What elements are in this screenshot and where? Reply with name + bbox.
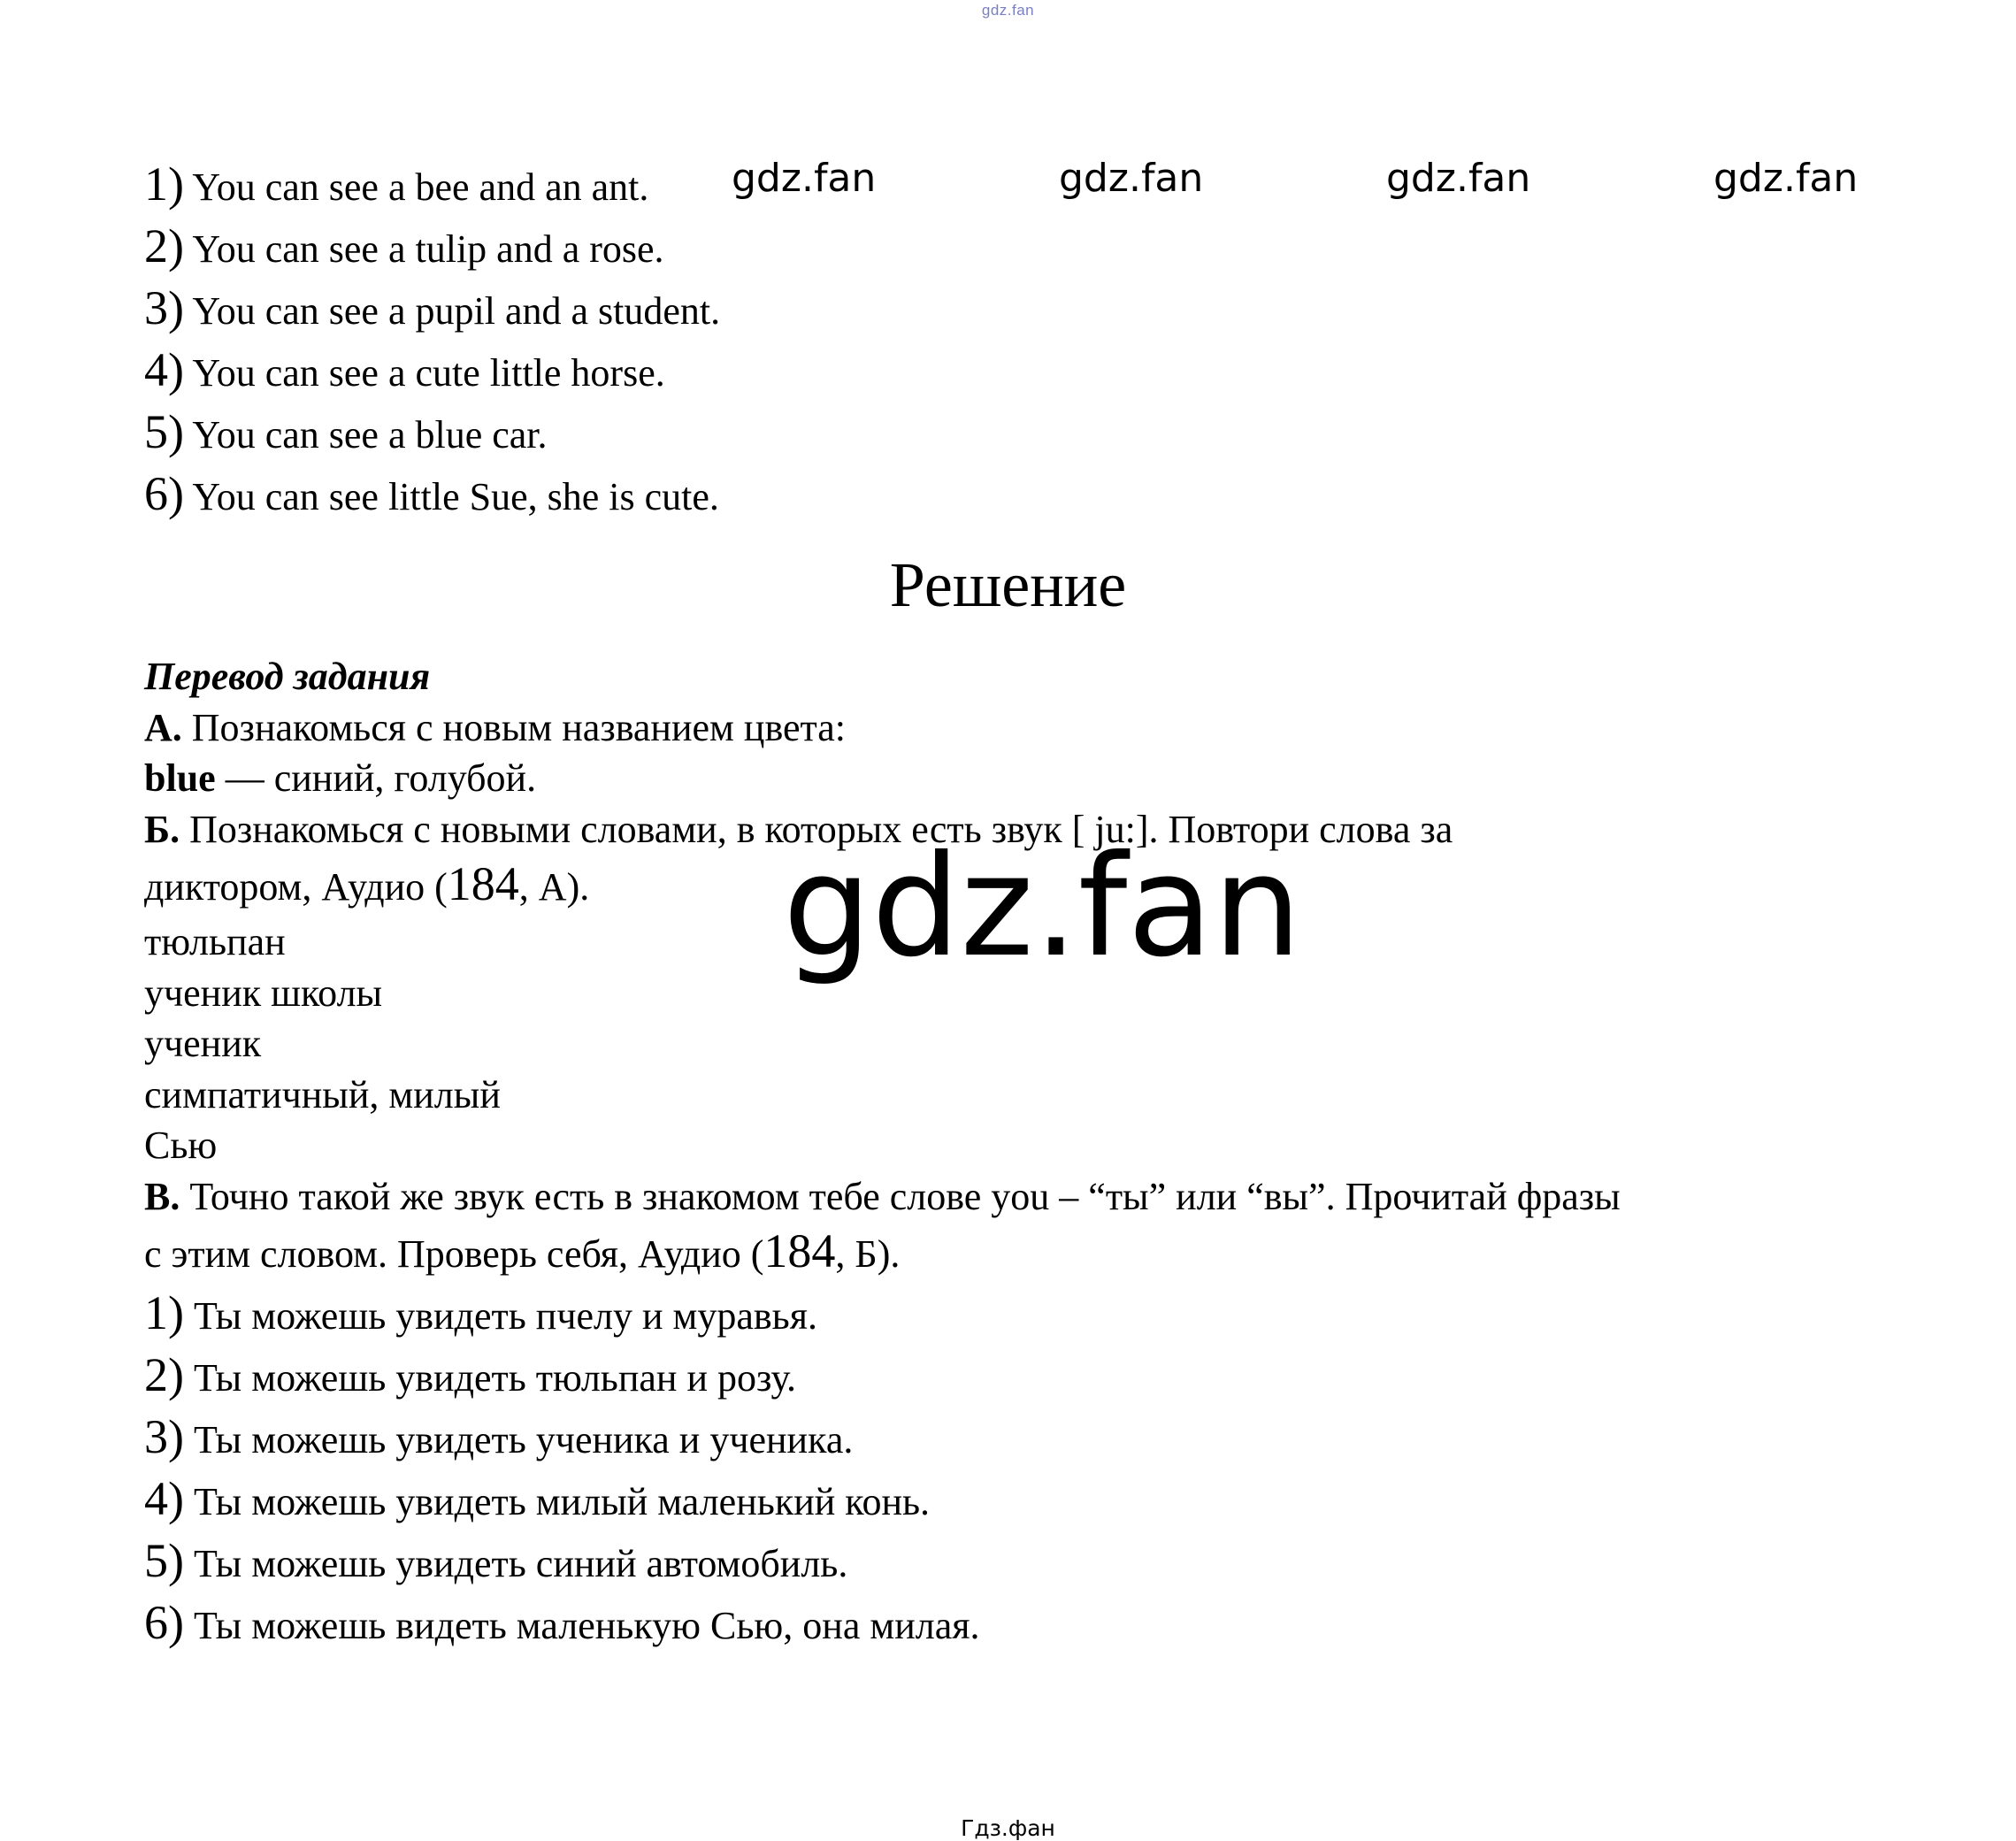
list-item: 5) Ты можешь увидеть синий автомобиль. <box>144 1534 848 1587</box>
list-item: 2) You can see a tulip and a rose. <box>144 219 664 272</box>
list-item: 6) Ты можешь видеть маленькую Сью, она милая. <box>144 1596 980 1649</box>
footer-watermark: Гдз.фан <box>961 1815 1055 1841</box>
paragraph-b-cont: диктором, Аудио (184, А). <box>144 857 590 910</box>
list-item: 5) You can see a blue car. <box>144 405 548 458</box>
paragraph-v-cont: с этим словом. Проверь себя, Аудио (184, Б). <box>144 1224 901 1277</box>
paragraph-a: А. Познакомься с новым названием цвета: <box>144 705 847 749</box>
word-item: ученик школы <box>144 970 383 1015</box>
word-item: симпатичный, милый <box>144 1072 501 1116</box>
list-item: 1) Ты можешь увидеть пчелу и муравья. <box>144 1286 817 1339</box>
list-item: 3) Ты можешь увидеть ученика и ученика. <box>144 1410 854 1463</box>
big-watermark: gdz.fan <box>783 825 1302 988</box>
section-heading: Решение <box>889 549 1127 620</box>
word-item: ученик <box>144 1022 262 1065</box>
watermark-row <box>0 156 2016 209</box>
translation-section <box>144 651 1913 1655</box>
paragraph-blue: blue — синий, голубой. <box>144 756 537 800</box>
english-sentence-list <box>144 155 1913 526</box>
list-item: 4) You can see a cute little horse. <box>144 343 665 396</box>
watermark-text: gdz.fan <box>1386 156 1531 201</box>
list-item: 1) You can see a bee and an ant. <box>144 157 649 211</box>
watermark-text: gdz.fan <box>732 156 877 201</box>
word-item: тюльпан <box>144 920 286 963</box>
list-item: 4) Ты можешь увидеть милый маленький конь. <box>144 1472 931 1525</box>
watermark-text: gdz.fan <box>1713 156 1859 201</box>
word-item: Сью <box>144 1124 218 1167</box>
watermark-text: gdz.fan <box>1059 156 1204 201</box>
list-item: 6) You can see little Sue, she is cute. <box>144 467 719 520</box>
paragraph-b: Б. Познакомься с новыми словами, в которых есть звук [ ju:]. Повтори слова за <box>144 807 1453 851</box>
top-watermark: gdz.fan <box>981 2 1035 19</box>
list-item: 2) Ты можешь увидеть тюльпан и розу. <box>144 1348 797 1401</box>
paragraph-v: В. Точно такой же звук есть в знакомом тебе слове you – “ты” или “вы”. Прочитай фразы <box>144 1174 1621 1218</box>
list-item: 3) You can see a pupil and a student. <box>144 281 721 334</box>
subheading: Перевод задания <box>144 655 431 698</box>
